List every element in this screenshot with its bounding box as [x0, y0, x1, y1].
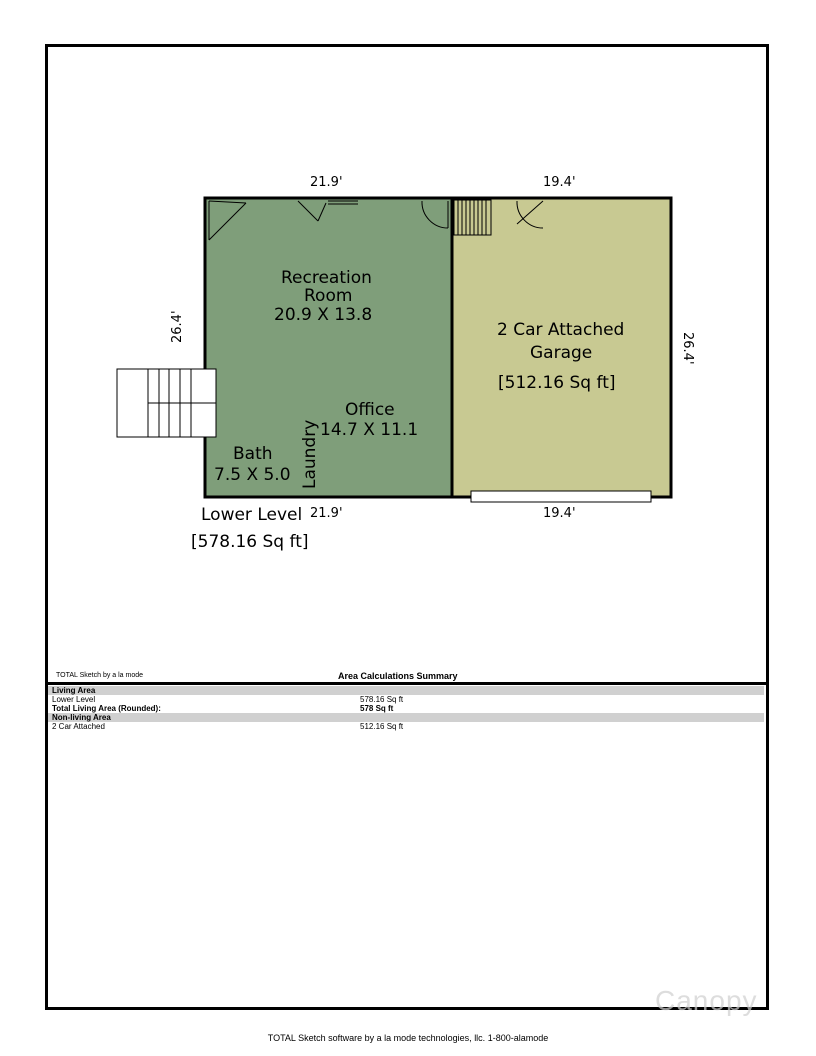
bottom-dimension-left: 21.9': [310, 506, 343, 521]
left-dimension: 26.4': [170, 310, 185, 343]
office-size: 14.7 X 11.1: [320, 420, 419, 440]
footer-text: TOTAL Sketch software by a la mode technologies, llc. 1-800-alamode: [267, 1033, 549, 1043]
level-name: Lower Level: [201, 505, 303, 525]
row-value: 578 Sq ft: [360, 704, 394, 713]
row-value: 512.16 Sq ft: [360, 722, 404, 731]
laundry-label: Laundry: [300, 419, 320, 489]
garage-area-label: [512.16 Sq ft]: [498, 373, 616, 393]
exterior-stairs-icon: [117, 369, 216, 437]
summary-divider: [45, 682, 766, 685]
top-dimension-right: 19.4': [543, 175, 576, 190]
bottom-dimension-right: 19.4': [543, 506, 576, 521]
table-row: [48, 695, 764, 704]
top-dimension-left: 21.9': [310, 175, 343, 190]
garage-label-2: Garage: [530, 343, 593, 363]
row-label: 2 Car Attached: [52, 722, 105, 731]
level-area: [578.16 Sq ft]: [191, 532, 309, 552]
bath-size: 7.5 X 5.0: [214, 465, 291, 485]
recreation-room-label-2: Room: [304, 286, 353, 306]
table-row: [48, 722, 764, 731]
table-row-heading: [48, 686, 764, 695]
bath-label: Bath: [233, 444, 273, 464]
office-label: Office: [345, 400, 395, 420]
summary-title: Area Calculations Summary: [338, 671, 458, 681]
recreation-room-label: Recreation: [281, 268, 372, 288]
row-label: Lower Level: [52, 695, 96, 704]
recreation-room-size: 20.9 X 13.8: [274, 305, 373, 325]
garage-door-icon: [471, 491, 651, 502]
watermark: Canopy: [655, 985, 758, 1016]
software-tag: TOTAL Sketch by a la mode: [56, 672, 144, 679]
table-row-total: [48, 704, 764, 713]
stairs-icon: [454, 200, 491, 235]
row-value: 578.16 Sq ft: [360, 695, 404, 704]
right-dimension: 26.4': [680, 332, 695, 365]
table-row-heading: [48, 713, 764, 722]
section-heading: Non-living Area: [52, 713, 111, 722]
area-summary-table: [48, 686, 764, 731]
garage-label: 2 Car Attached: [497, 320, 625, 340]
section-heading: Living Area: [52, 686, 96, 695]
row-label: Total Living Area (Rounded):: [52, 704, 161, 713]
